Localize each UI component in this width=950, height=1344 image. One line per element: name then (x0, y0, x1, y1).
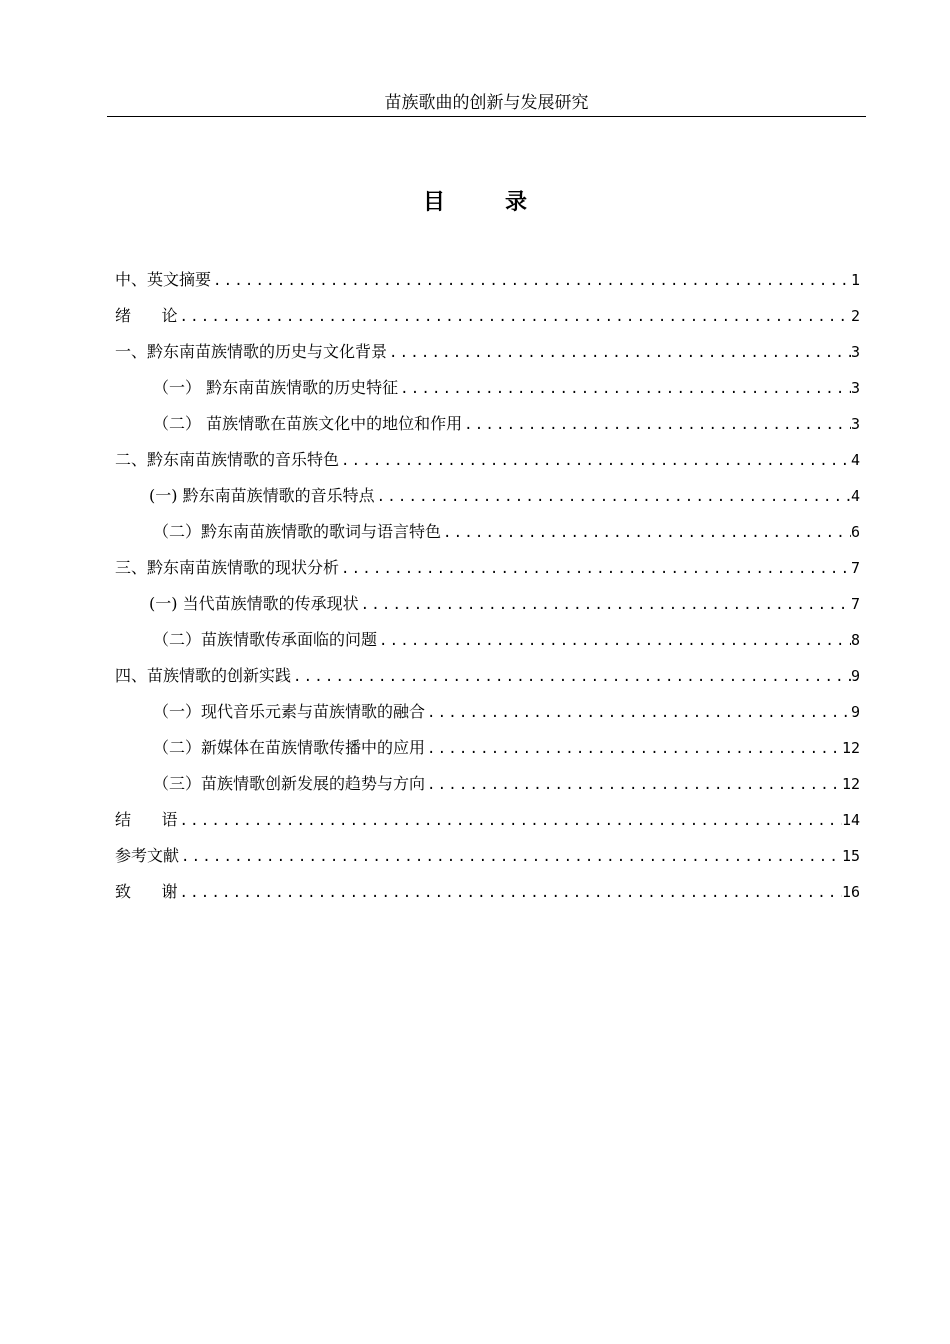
toc-entry-page: 7 (850, 559, 860, 577)
toc-entry-page: 4 (850, 451, 860, 469)
toc-entry-acknowledgements[interactable] (115, 874, 860, 910)
toc-entry-introduction[interactable] (115, 298, 860, 334)
toc-title-char-2: 录 (505, 189, 528, 215)
toc-entry-page: 3 (850, 379, 860, 397)
toc-entry-page: 9 (850, 667, 860, 685)
toc-entry-page: 1 (850, 271, 860, 289)
toc-leader-dots (398, 371, 851, 407)
toc-leader-dots (387, 335, 851, 371)
toc-entry-chapter-3[interactable] (115, 550, 860, 586)
toc-leader-dots (178, 299, 851, 335)
toc-entry-page: 15 (841, 847, 860, 865)
toc-entry-label: （二） 苗族情歌在苗族文化中的地位和作用 (153, 414, 463, 433)
toc-entry-section-3-2[interactable] (115, 622, 860, 658)
toc-entry-section-2-2[interactable] (115, 514, 860, 550)
toc-title-char-1: 目 (422, 189, 445, 215)
toc-leader-dots (179, 839, 842, 875)
toc-entry-section-4-1[interactable] (115, 694, 860, 730)
toc-leader-dots (462, 407, 851, 443)
toc-entry-label: 中、英文摘要 (115, 270, 212, 289)
toc-entry-chapter-1[interactable] (115, 334, 860, 370)
toc-entry-label: (一) 黔东南苗族情歌的音乐特点 (149, 486, 375, 505)
toc-leader-dots (178, 875, 842, 911)
toc-entry-page: 12 (841, 775, 860, 793)
toc-entry-page: 12 (841, 739, 860, 757)
toc-leader-dots (339, 443, 851, 479)
toc-entry-page: 8 (850, 631, 860, 649)
toc-entry-label: 绪 论 (115, 306, 178, 325)
toc-entry-page: 2 (850, 307, 860, 325)
toc-entry-references[interactable] (115, 838, 860, 874)
toc-entry-page: 3 (850, 415, 860, 433)
toc-entry-page: 7 (850, 595, 860, 613)
toc-leader-dots (375, 479, 851, 515)
toc-leader-dots (425, 695, 851, 731)
toc-entry-label: 致 谢 (115, 882, 178, 901)
toc-leader-dots (211, 263, 851, 299)
toc-entry-label: （一）现代音乐元素与苗族情歌的融合 (153, 702, 426, 721)
toc-entry-page: 3 (850, 343, 860, 361)
toc-leader-dots (178, 803, 842, 839)
toc-entry-page: 14 (841, 811, 860, 829)
running-header (107, 92, 866, 117)
toc-entry-conclusion[interactable] (115, 802, 860, 838)
toc-entry-label: （三）苗族情歌创新发展的趋势与方向 (153, 774, 426, 793)
toc-entry-label: （二）新媒体在苗族情歌传播中的应用 (153, 738, 426, 757)
toc-list (115, 262, 860, 910)
toc-entry-page: 16 (841, 883, 860, 901)
toc-entry-section-4-3[interactable] (115, 766, 860, 802)
toc-entry-label: （二）苗族情歌传承面临的问题 (153, 630, 378, 649)
toc-entry-page: 6 (850, 523, 860, 541)
toc-entry-label: （二）黔东南苗族情歌的歌词与语言特色 (153, 522, 442, 541)
toc-leader-dots (425, 767, 842, 803)
toc-entry-page: 9 (850, 703, 860, 721)
toc-entry-page: 4 (850, 487, 860, 505)
toc-entry-label: 三、黔东南苗族情歌的现状分析 (115, 558, 340, 577)
toc-leader-dots (425, 731, 842, 767)
toc-entry-chapter-2[interactable] (115, 442, 860, 478)
toc-entry-label: 四、苗族情歌的创新实践 (115, 666, 292, 685)
toc-leader-dots (359, 587, 851, 623)
toc-entry-chapter-4[interactable] (115, 658, 860, 694)
running-header-title: 苗族歌曲的创新与发展研究 (384, 93, 589, 113)
toc-entry-abstract[interactable] (115, 262, 860, 298)
toc-entry-label: (一) 当代苗族情歌的传承现状 (149, 594, 359, 613)
toc-entry-section-1-2[interactable] (115, 406, 860, 442)
toc-entry-label: 结 语 (115, 810, 178, 829)
toc-leader-dots (377, 623, 851, 659)
toc-entry-section-2-1[interactable] (115, 478, 860, 514)
toc-entry-section-3-1[interactable] (115, 586, 860, 622)
toc-leader-dots (291, 659, 851, 695)
toc-leader-dots (441, 515, 851, 551)
toc-entry-section-4-2[interactable] (115, 730, 860, 766)
toc-entry-section-1-1[interactable] (115, 370, 860, 406)
toc-leader-dots (339, 551, 851, 587)
toc-title (0, 186, 950, 218)
toc-entry-label: 参考文献 (115, 846, 180, 865)
toc-entry-label: 一、黔东南苗族情歌的历史与文化背景 (115, 342, 388, 361)
toc-entry-label: （一） 黔东南苗族情歌的历史特征 (153, 378, 399, 397)
toc-entry-label: 二、黔东南苗族情歌的音乐特色 (115, 450, 340, 469)
